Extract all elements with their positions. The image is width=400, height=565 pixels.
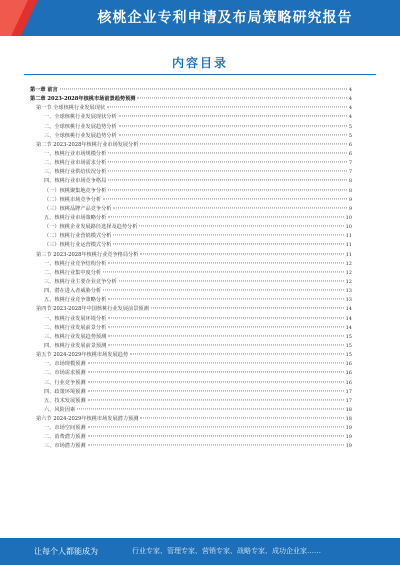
toc-entry-title: （三）核桃行业运营模式分析: [44, 242, 112, 249]
toc-entry-page: 19: [345, 434, 352, 441]
toc-entry-page: 6: [348, 150, 352, 157]
toc-entry-title: 一、核桃行业发展环境分析: [44, 315, 107, 322]
toc-entry[interactable]: [30, 442, 352, 451]
toc-leader-dots: [88, 399, 344, 400]
toc-entry[interactable]: [30, 397, 352, 406]
toc-entry[interactable]: [30, 232, 352, 241]
toc-entry-page: 6: [348, 141, 352, 148]
toc-entry[interactable]: [30, 251, 352, 260]
toc-leader-dots: [77, 408, 343, 409]
toc-entry-title: 第三节 2023-2028年核桃行业竞争格局分析: [36, 251, 139, 258]
toc-entry-title: 第五节 2024-2029年核桃市场发展趋势: [36, 352, 129, 359]
toc-entry[interactable]: [30, 369, 352, 378]
toc-entry-page: 4: [348, 105, 352, 112]
toc-entry-title: （三）核桃品牌产品竞争分析: [44, 205, 112, 212]
toc-entry-page: 7: [348, 169, 352, 176]
toc-entry-page: 8: [348, 187, 352, 194]
toc-entry[interactable]: [30, 379, 352, 388]
toc-entry-page: 9: [348, 196, 352, 203]
toc-entry-title: 三、市场潜力预测: [44, 443, 86, 450]
report-title: 核桃企业专利申请及布局策略研究报告: [97, 10, 353, 26]
toc-leader-dots: [108, 299, 343, 300]
toc-entry-title: 二、消费潜力预测: [44, 434, 86, 441]
toc-entry-title: （一）核桃聚集地竞争分析: [44, 187, 107, 194]
toc-leader-dots: [140, 253, 343, 254]
toc-entry-page: 13: [345, 297, 352, 304]
toc-entry-title: 一、全球核桃行业发展现状分析: [44, 114, 117, 121]
toc-entry[interactable]: [30, 95, 352, 104]
toc-leader-dots: [88, 436, 344, 437]
toc-entry-title: 第六节 2024-2029年核桃市场发展潜力预测: [36, 416, 139, 423]
toc-entry-page: 14: [345, 315, 352, 322]
toc-entry[interactable]: [30, 315, 352, 324]
toc-leader-dots: [60, 88, 347, 89]
toc-entry-page: 14: [345, 324, 352, 331]
toc-entry-page: 7: [348, 160, 352, 167]
toc-heading: 内容目录: [171, 56, 228, 70]
toc-leader-dots: [108, 216, 343, 217]
footer-tagline: 行业专家、管理专家、营销专家、战略专家、成功企业家……: [132, 547, 321, 555]
toc-leader-dots: [140, 143, 346, 144]
toc-entry[interactable]: [30, 342, 352, 351]
toc-entry-page: 19: [345, 443, 352, 450]
toc-entry-page: 16: [345, 379, 352, 386]
toc-leader-dots: [108, 262, 343, 263]
toc-entry[interactable]: [30, 260, 352, 269]
toc-entry-title: 二、核桃行业发展前景分析: [44, 324, 107, 331]
toc-entry-page: 15: [345, 333, 352, 340]
toc-entry-title: （二）核桃市场竞争分析: [44, 196, 102, 203]
toc-entry-page: 19: [345, 425, 352, 432]
toc-entry-title: 二、核桃行业市场需求分析: [44, 160, 107, 167]
toc-entry[interactable]: [30, 433, 352, 442]
toc-entry-title: 六、风险因素: [44, 406, 76, 413]
toc-entry-page: 18: [345, 406, 352, 413]
toc-entry-page: 11: [345, 242, 352, 249]
toc-entry-title: 第一节 全球核桃行业发展现状: [36, 105, 106, 112]
toc-entry[interactable]: [30, 406, 352, 415]
toc-entry-page: 4: [348, 87, 352, 93]
toc-leader-dots: [108, 344, 343, 345]
toc-entry-title: 一、市场空间预测: [44, 425, 86, 432]
toc-entry-title: 三、核桃行业主要企业竞争分析: [44, 278, 117, 285]
toc-entry-page: 8: [348, 178, 352, 185]
toc-entry-page: 17: [345, 388, 352, 395]
toc-entry[interactable]: [30, 123, 352, 132]
toc-entry-title: 二、全球核桃行业发展趋势分析: [44, 123, 117, 130]
toc-entry[interactable]: [30, 415, 352, 424]
toc-leader-dots: [113, 207, 346, 208]
toc-entry[interactable]: [30, 278, 352, 287]
header-band: [0, 0, 400, 36]
toc-leader-dots: [119, 134, 347, 135]
toc-entry[interactable]: [30, 333, 352, 342]
toc-entry-page: 4: [348, 96, 352, 103]
toc-leader-dots: [139, 226, 343, 227]
toc-leader-dots: [88, 390, 344, 391]
toc-leader-dots: [113, 235, 343, 236]
toc-entry-title: 四、潜在进入者威胁分析: [44, 288, 102, 295]
toc-leader-dots: [103, 198, 347, 199]
toc-entry[interactable]: [30, 86, 352, 95]
toc-leader-dots: [119, 125, 347, 126]
toc-entry-title: 五、技术发展预测: [44, 397, 86, 404]
toc-leader-dots: [108, 180, 347, 181]
toc-leader-dots: [130, 353, 344, 354]
toc-leader-dots: [119, 116, 347, 117]
toc-leader-dots: [137, 98, 346, 99]
toc-entry[interactable]: [30, 388, 352, 397]
toc-entry[interactable]: [30, 141, 352, 150]
toc-leader-dots: [140, 417, 343, 418]
toc-entry-page: 12: [345, 278, 352, 285]
toc-entry-page: 12: [345, 269, 352, 276]
toc-leader-dots: [103, 289, 344, 290]
toc-entry[interactable]: [30, 159, 352, 168]
toc-entry[interactable]: [30, 196, 352, 205]
toc-leader-dots: [88, 372, 344, 373]
toc-leader-dots: [108, 326, 343, 327]
toc-entry-title: （一）核桃企业发展路径选择及趋势分析: [44, 224, 138, 231]
toc-entry[interactable]: [30, 214, 352, 223]
toc-entry-page: 16: [345, 370, 352, 377]
toc-leader-dots: [108, 162, 347, 163]
toc-entry-title: 四、核桃行业发展前景预测: [44, 342, 107, 349]
toc-entry-title: 三、核桃行业供给状况分析: [44, 169, 107, 176]
toc-leader-dots: [88, 381, 344, 382]
toc-entry-title: 一、核桃行业市场规模分析: [44, 150, 107, 157]
header-chevron-decoration: [0, 0, 52, 36]
toc-entry-title: 二、核桃行业集中度分析: [44, 269, 102, 276]
toc-entry-page: 9: [348, 205, 352, 212]
toc-leader-dots: [108, 171, 347, 172]
toc-entry-title: 第一章 前言: [30, 87, 58, 93]
toc-entry[interactable]: [30, 305, 352, 314]
toc-leader-dots: [119, 280, 344, 281]
toc-entry[interactable]: [30, 287, 352, 296]
toc-entry-page: 5: [348, 132, 352, 139]
toc-entry-page: 18: [345, 416, 352, 423]
toc-entry[interactable]: [30, 113, 352, 122]
toc-leader-dots: [108, 189, 347, 190]
toc-leader-dots: [88, 427, 344, 428]
toc-entry[interactable]: [30, 351, 352, 360]
toc-entry-title: 三、行业竞争预测: [44, 379, 86, 386]
toc-leader-dots: [108, 335, 343, 336]
toc-entry-title: 第二节 2023-2028年核桃行业市场发展分析: [36, 141, 139, 148]
toc-entry-page: 10: [345, 224, 352, 231]
toc-entry[interactable]: [30, 104, 352, 113]
toc-leader-dots: [88, 363, 344, 364]
toc-entry-page: 12: [345, 260, 352, 267]
toc-entry-title: 二、市场需求预测: [44, 370, 86, 377]
toc-entry-page: 15: [345, 352, 352, 359]
toc-entry-title: （二）核桃行业营销模式分析: [44, 233, 112, 240]
toc-entry[interactable]: [30, 168, 352, 177]
toc-entry-page: 16: [345, 361, 352, 368]
toc-entry[interactable]: [30, 177, 352, 186]
toc-entry[interactable]: [30, 324, 352, 333]
toc-entry-title: 五、核桃行业竞争策略分析: [44, 297, 107, 304]
toc-entry[interactable]: [30, 132, 352, 141]
toc-entry-title: 一、核桃行业竞争结构分析: [44, 260, 107, 267]
toc-entry[interactable]: [30, 424, 352, 433]
toc-entry-page: 14: [345, 306, 352, 313]
toc-entry[interactable]: [30, 150, 352, 159]
toc-entry[interactable]: [30, 223, 352, 232]
toc-entry-title: 五、核桃行业市场策略分析: [44, 214, 107, 221]
table-of-contents: [30, 86, 352, 452]
toc-entry-page: 10: [345, 214, 352, 221]
toc-entry-page: 11: [345, 251, 352, 258]
toc-entry-page: 4: [348, 114, 352, 121]
toc-entry-page: 11: [345, 233, 352, 240]
toc-entry-title: 三、核桃行业发展趋势预测: [44, 333, 107, 340]
toc-leader-dots: [103, 271, 344, 272]
toc-entry[interactable]: [30, 360, 352, 369]
toc-leader-dots: [107, 107, 347, 108]
toc-entry-title: 第四节 2023-2028年中国核桃行业发展前景预测: [36, 306, 149, 313]
toc-entry-title: 第二章 2023-2028年核桃市场前景趋势预测: [30, 96, 136, 103]
toc-entry[interactable]: [30, 269, 352, 278]
footer-band: [0, 538, 400, 565]
header-chevron-accent: [0, 0, 34, 36]
footer-slogan: 让每个人都能成为: [34, 547, 98, 556]
toc-entry-page: 17: [345, 397, 352, 404]
toc-entry-title: 四、政策环境预测: [44, 388, 86, 395]
toc-entry[interactable]: [30, 241, 352, 250]
toc-entry-title: 三、全球核桃行业发展趋势分析: [44, 132, 117, 139]
toc-leader-dots: [108, 317, 343, 318]
toc-leader-dots: [108, 152, 347, 153]
toc-entry[interactable]: [30, 296, 352, 305]
toc-leader-dots: [88, 445, 344, 446]
toc-entry[interactable]: [30, 205, 352, 214]
toc-divider: [24, 74, 376, 75]
toc-leader-dots: [113, 244, 343, 245]
toc-leader-dots: [151, 308, 344, 309]
toc-entry-page: 15: [345, 342, 352, 349]
toc-entry[interactable]: [30, 187, 352, 196]
toc-entry-page: 5: [348, 123, 352, 130]
toc-entry-title: 一、市场规模预测: [44, 361, 86, 368]
toc-entry-title: 四、核桃行业市场竞争格局: [44, 178, 107, 185]
toc-entry-page: 13: [345, 288, 352, 295]
